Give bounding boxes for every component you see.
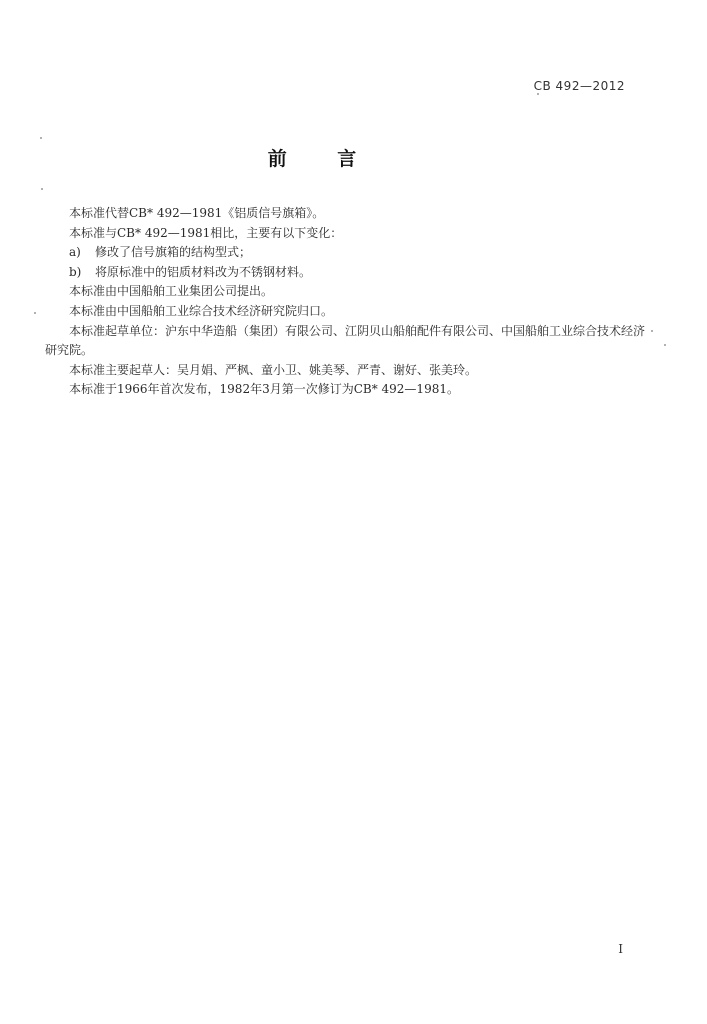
page-title: 前 言 — [267, 148, 379, 170]
list-marker-b: b) — [69, 264, 82, 279]
list-text-b: 将原标准中的铝质材料改为不锈钢材料。 — [95, 264, 312, 279]
list-item-a — [45, 243, 645, 263]
list-item-b — [45, 263, 645, 283]
scan-speck — [651, 330, 653, 332]
paragraph-drafting-units: 本标准起草单位：沪东中华造船（集团）有限公司、江阴贝山船舶配件有限公司、中国船舶工业综合技术经济研究院。 — [45, 323, 646, 358]
paragraph-administrator: 本标准由中国船舶工业综合技术经济研究院归口。 — [69, 303, 334, 318]
paragraph-changes-intro: 本标准与CB* 492—1981相比，主要有以下变化： — [69, 225, 343, 240]
scan-speck — [34, 312, 36, 314]
standard-number: CB 492—2012 — [533, 79, 625, 93]
page-number: I — [618, 942, 623, 956]
paragraph-proposer: 本标准由中国船舶工业集团公司提出。 — [69, 284, 274, 299]
scan-speck — [41, 188, 43, 190]
scan-speck — [664, 344, 666, 346]
foreword-body — [45, 204, 645, 400]
paragraph-replaces: 本标准代替CB* 492—1981《铝质信号旗箱》。 — [69, 206, 325, 220]
list-marker-a: a) — [69, 245, 81, 260]
scan-speck — [40, 137, 42, 139]
scan-speck — [537, 93, 539, 95]
paragraph-history: 本标准于1966年首次发布，1982年3月第一次修订为CB* 492—1981。 — [69, 382, 459, 397]
paragraph-drafters: 本标准主要起草人：吴月娟、严枫、童小卫、姚美琴、严青、谢好、张美玲。 — [69, 362, 478, 377]
list-text-a: 修改了信号旗箱的结构型式； — [95, 245, 252, 260]
